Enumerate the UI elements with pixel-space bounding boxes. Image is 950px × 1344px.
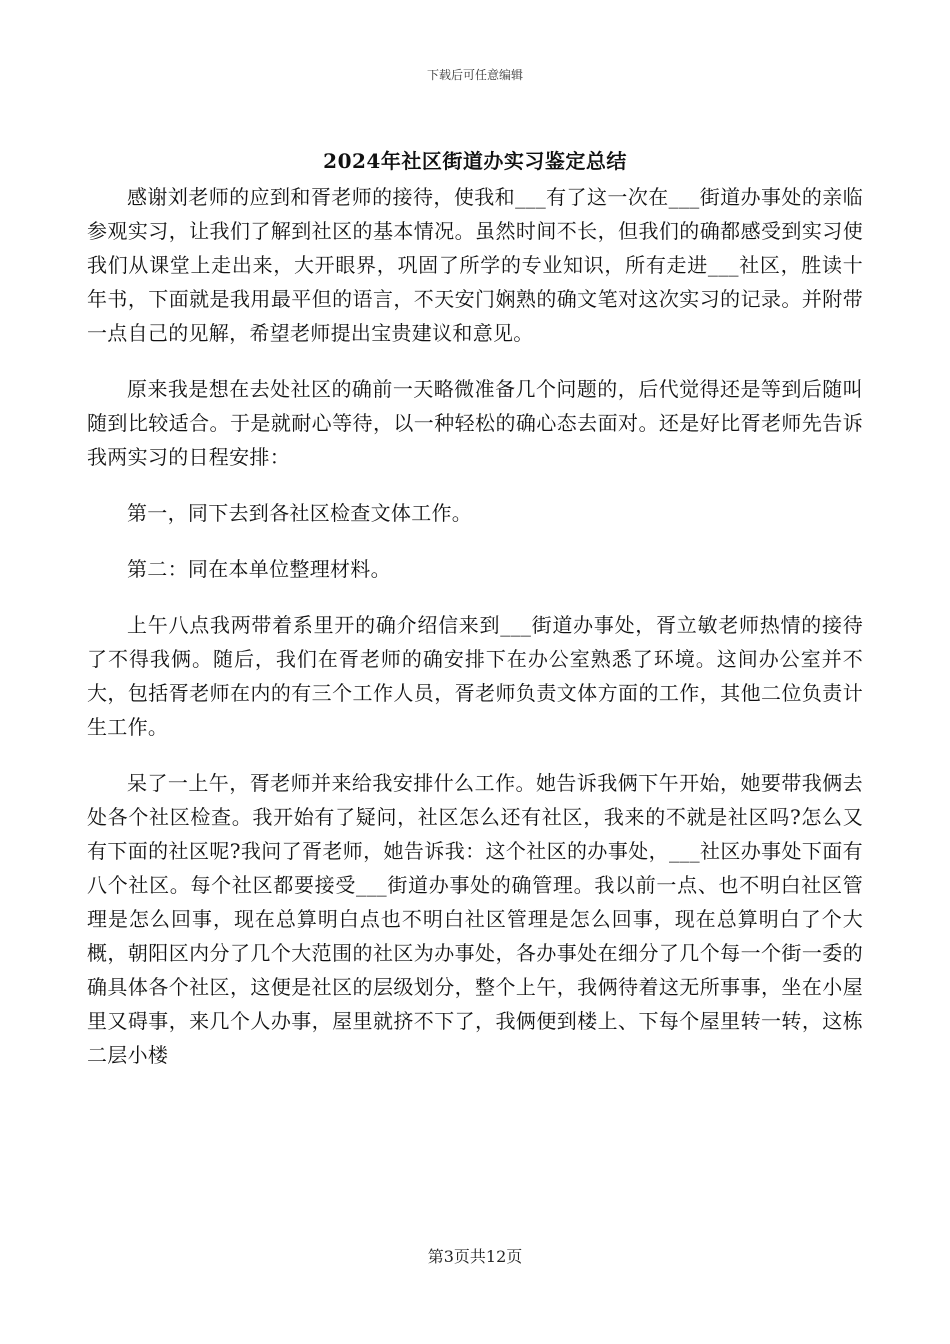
paragraph-4: 第二：同在本单位整理材料。 <box>127 557 391 581</box>
paragraph-1: 感谢刘老师的应到和胥老师的接待，使我和___有了这一次在___街道办事处的亲临参观实习，让我们了解到社区的基本情况。虽然时间不长，但我们的确都感受到实习使我们从课堂上走出来，大开眼界，巩固了所学的专业知识，所有走进___社区，胜读十年书，下面就是我用最平但的语言，不天安门娴熟的确文笔对这次实习的记录。并附带一点自己的见解，希望老师提出宝贵建议和意见。 <box>87 185 863 345</box>
paragraph-6: 呆了一上午，胥老师并来给我安排什么工作。她告诉我俩下午开始，她要带我俩去处各个社区检查。我开始有了疑问，社区怎么还有社区，我来的不就是社区吗?怎么又有下面的社区呢?我问了胥老师，她告诉我：这个社区的办事处，___社区办事处下面有八个社区。每个社区都要接受___街道办事处的确管理。我以前一点、也不明白社区管理是怎么回事，现在总算明白点也不明白社区管理是怎么回事，现在总算明白了个大概，朝阳区内分了几个大范围的社区为办事处，各办事处在细分了几个每一个街一委的确具体各个社区，这便是社区的层级划分，整个上午，我俩待着这无所事事，坐在小屋里又碍事，来几个人办事，屋里就挤不下了，我俩便到楼上、下每个屋里转一转，这栋二层小楼 <box>87 771 863 1067</box>
paragraph-3: 第一，同下去到各社区检查文体工作。 <box>127 501 473 525</box>
page-header-note: 下载后可任意编辑 <box>426 68 523 82</box>
paragraph-2: 原来我是想在去处社区的确前一天略微准备几个问题的，后代觉得还是等到后随叫随到比较适合。于是就耐心等待，以一种轻松的确心态去面对。还是好比胥老师先告诉我两实习的日程安排： <box>87 377 863 469</box>
page-number: 第3页共12页 <box>427 1247 523 1266</box>
document-body <box>87 180 863 1072</box>
paragraph-5: 上午八点我两带着系里开的确介绍信来到___街道办事处，胥立敏老师热情的接待了不得我俩。随后，我们在胥老师的确安排下在办公室熟悉了环境。这间办公室并不大，包括胥老师在内的有三个工作人员，胥老师负责文体方面的工作，其他二位负责计生工作。 <box>87 613 863 739</box>
document-title: 2024年社区街道办实习鉴定总结 <box>323 149 627 173</box>
